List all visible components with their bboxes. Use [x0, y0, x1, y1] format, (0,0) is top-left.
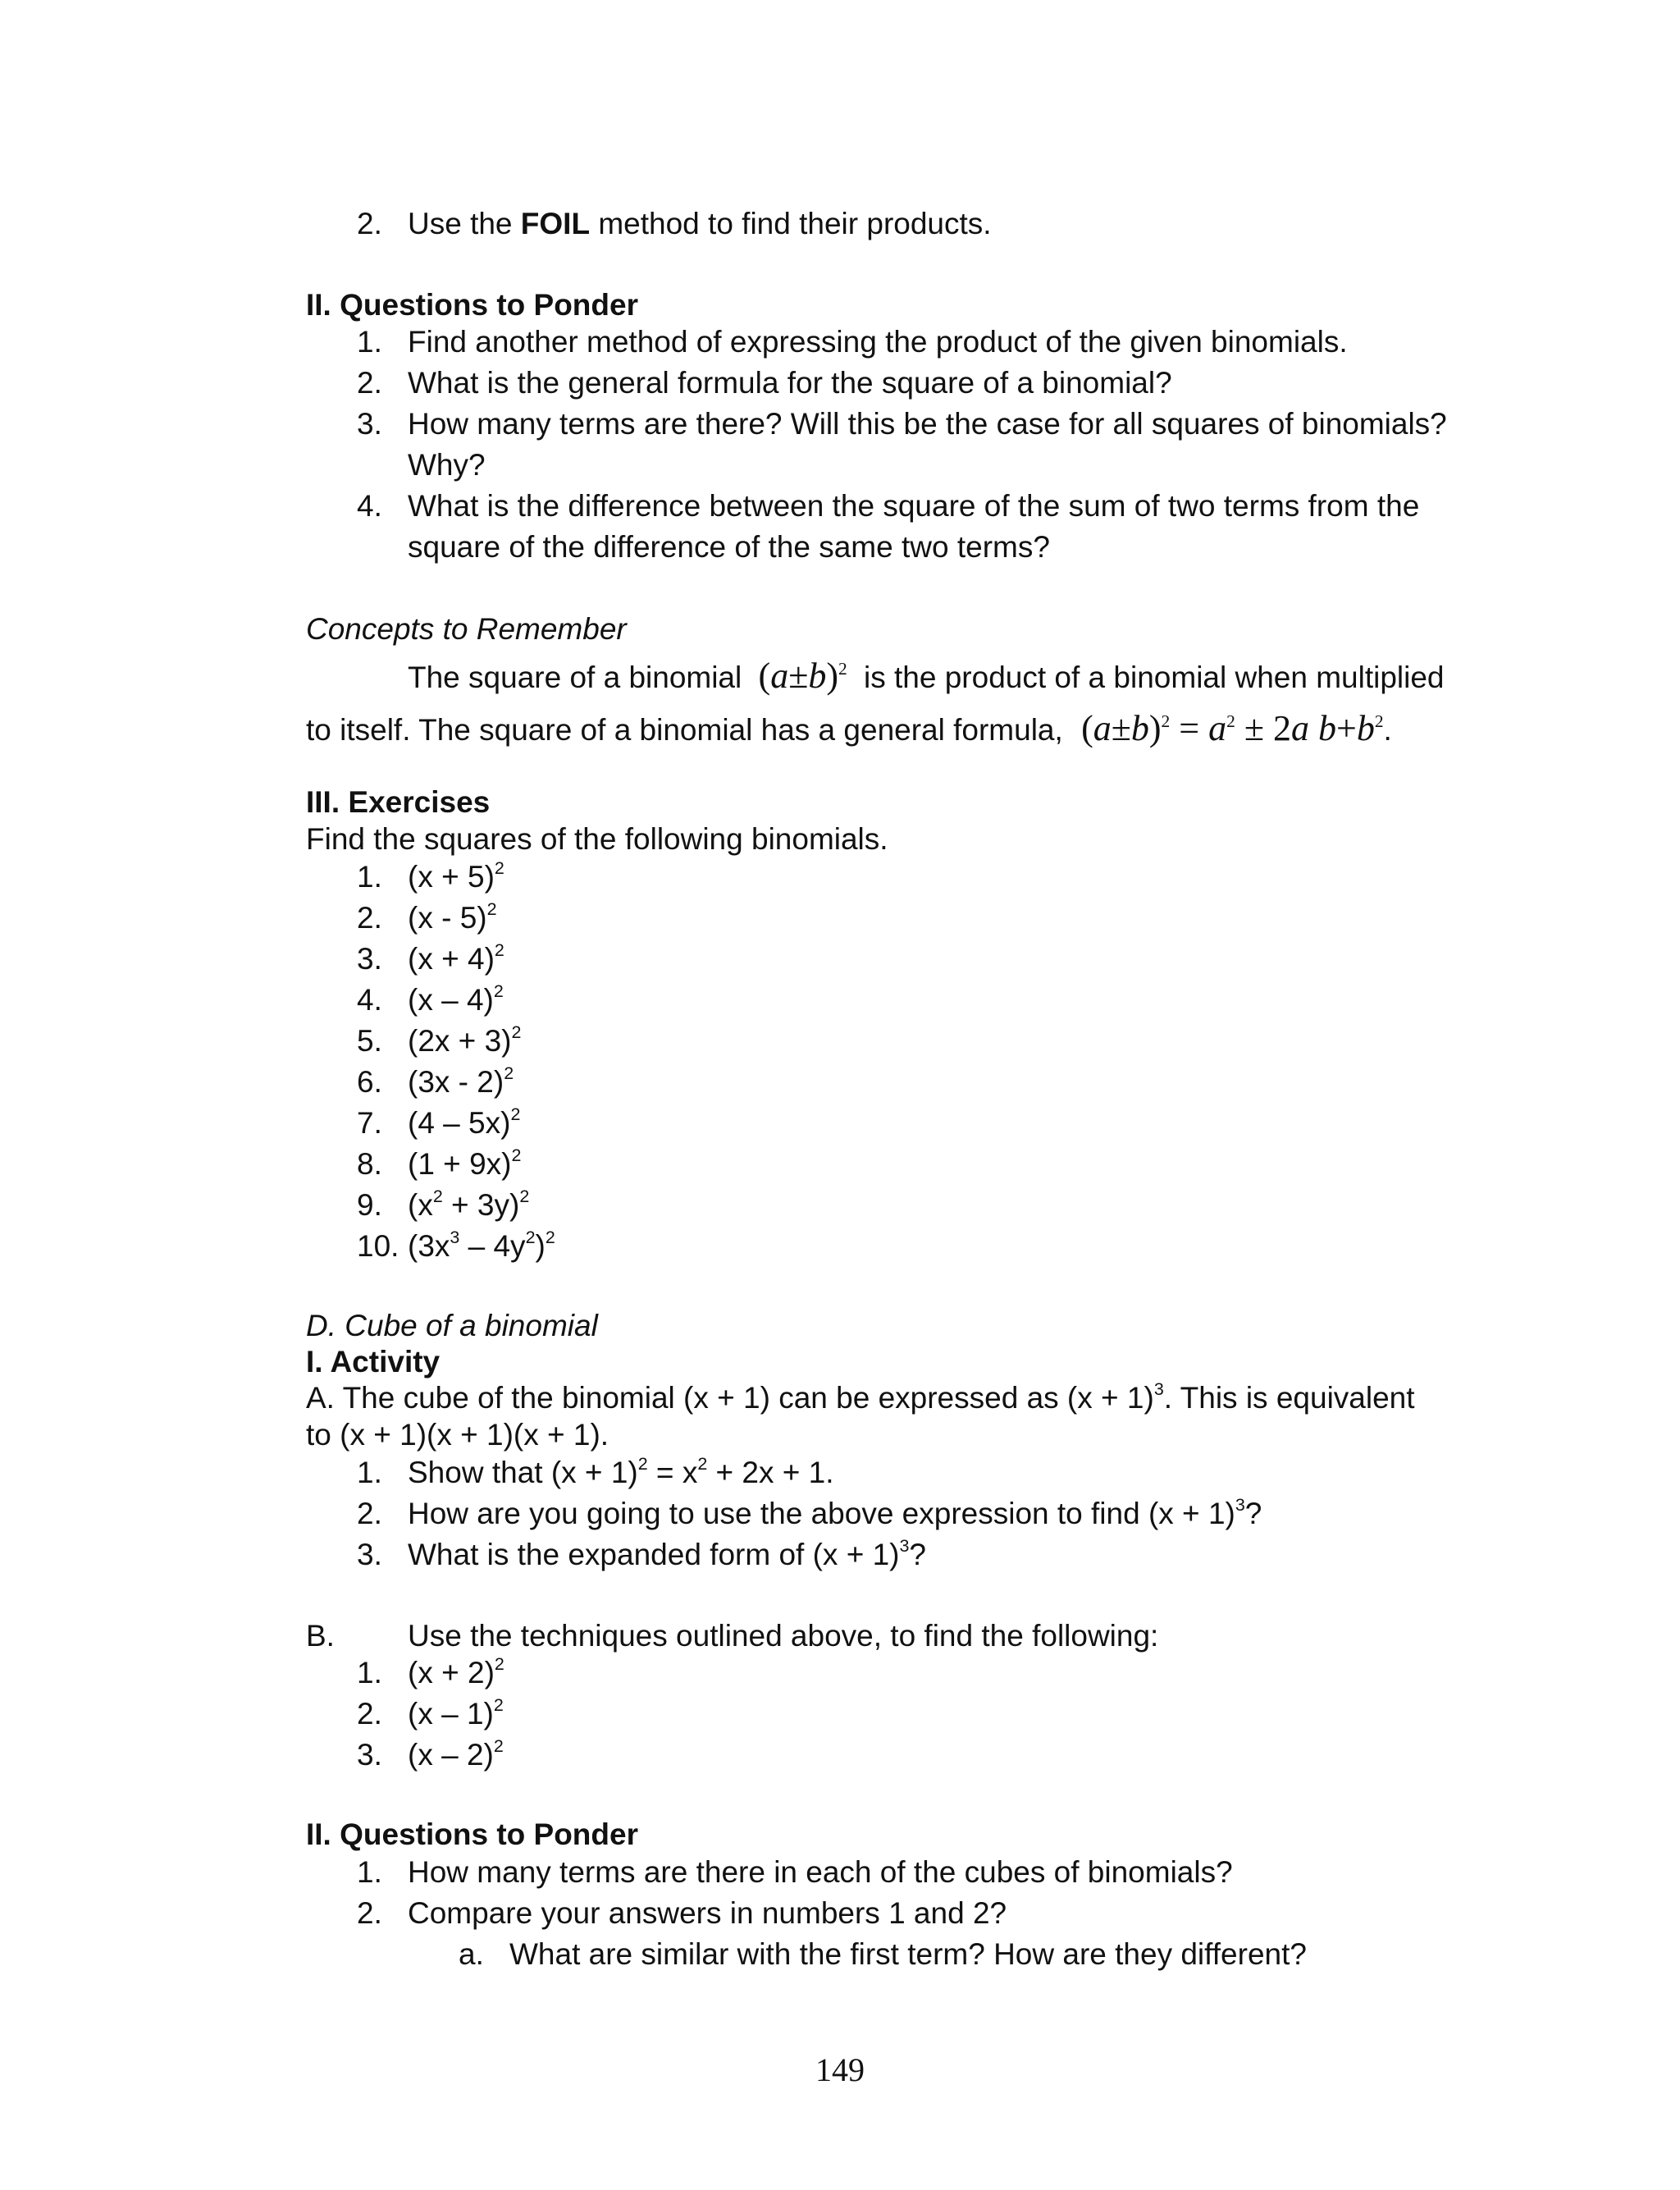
text-span: – 4y: [459, 1229, 526, 1263]
list-number: 4.: [357, 983, 382, 1017]
exponent: 2: [486, 898, 497, 919]
sub-list-letter: a.: [459, 1937, 484, 1971]
text-span: . This is equivalent: [1163, 1381, 1415, 1415]
list-number: 1.: [357, 325, 382, 359]
text-span: The square of a binomial: [408, 661, 742, 694]
exercise-expression: [408, 1694, 504, 1731]
question-text: What is the general formula for the square of a binomial?: [408, 366, 1172, 400]
exponent: 2: [494, 857, 504, 878]
exponent: 2: [525, 1227, 536, 1247]
exercises-intro: Find the squares of the following binomials.: [306, 822, 888, 856]
text-span: (1 + 9x): [408, 1147, 512, 1181]
exercise-expression: [408, 981, 504, 1017]
exponent: 2: [493, 1694, 504, 1715]
list-number: 2.: [357, 901, 382, 935]
exercise-expression: [408, 1063, 514, 1099]
question-text-continued: Why?: [408, 448, 486, 482]
exercises-heading: III. Exercises: [306, 785, 491, 819]
part-label: B.: [306, 1619, 335, 1653]
exercise-expression: [408, 940, 504, 976]
list-number: 1.: [357, 1855, 382, 1889]
list-number: 3.: [357, 407, 382, 441]
general-formula: $(a\pm b)^2 = a^2 \pm 2a$ $b+b^2$: [1081, 708, 1384, 748]
text-span: = x: [647, 1456, 698, 1489]
list-number: 2.: [357, 207, 382, 240]
text-span: (x + 2): [408, 1656, 495, 1689]
text-span: ): [535, 1229, 546, 1263]
exponent: 2: [493, 1735, 504, 1756]
question-text: Find another method of expressing the product of the given binomials.: [408, 325, 1348, 359]
text-span: (4 – 5x): [408, 1106, 511, 1140]
text-span: Use the: [408, 207, 521, 240]
list-number: 10.: [357, 1229, 399, 1263]
list-number: 2.: [357, 1896, 382, 1930]
exercise-expression: [408, 857, 504, 894]
concept-line-2: [306, 708, 1392, 748]
exponent: 2: [494, 940, 504, 960]
text-span: (x – 1): [408, 1697, 494, 1731]
exponent: 3: [899, 1535, 910, 1556]
list-number: 5.: [357, 1024, 382, 1058]
text-span: method to find their products.: [590, 207, 992, 240]
text-span: .: [1383, 713, 1392, 747]
exercise-expression: [408, 1186, 530, 1222]
list-number: 6.: [357, 1065, 382, 1099]
exponent: 2: [511, 1145, 522, 1165]
exponent: 2: [637, 1453, 648, 1474]
list-number: 1.: [357, 1456, 382, 1489]
list-number: 1.: [357, 860, 382, 894]
exponent: 2: [545, 1227, 555, 1247]
text-span: ?: [909, 1538, 926, 1571]
exercise-expression: [408, 1653, 504, 1689]
section-heading: II. Questions to Ponder: [306, 288, 638, 322]
text-span: is the product of a binomial when multiplied: [864, 661, 1445, 694]
exponent: 2: [511, 1022, 522, 1042]
text-span: (2x + 3): [408, 1024, 512, 1058]
concepts-heading: Concepts to Remember: [306, 612, 627, 646]
text-span: (x: [408, 1188, 433, 1222]
activity-heading: I. Activity: [306, 1345, 441, 1378]
bold-term: FOIL: [520, 207, 591, 240]
page-number: 149: [815, 2051, 865, 2088]
list-number: 1.: [357, 1656, 382, 1689]
exponent: 2: [493, 981, 504, 1001]
binomial-square-expression: $(a\pm b)^2$: [758, 656, 847, 696]
list-number: 2.: [357, 366, 382, 400]
text-span: (3x - 2): [408, 1065, 504, 1099]
text-span: (x – 4): [408, 983, 494, 1017]
exercise-expression: [408, 1145, 522, 1181]
exponent: 2: [510, 1104, 521, 1124]
cube-intro-line-2: to (x + 1)(x + 1)(x + 1).: [306, 1418, 609, 1452]
list-number: 2.: [357, 1497, 382, 1530]
activity-step: [408, 1494, 1262, 1530]
list-number: 7.: [357, 1106, 382, 1140]
part-b-instruction: Use the techniques outlined above, to find the following:: [408, 1619, 1159, 1653]
exponent: 2: [494, 1653, 504, 1674]
exponent: 3: [1153, 1378, 1164, 1399]
text-span: (x + 4): [408, 942, 495, 976]
exercise-expression: [408, 1022, 522, 1058]
text-span: to itself. The square of a binomial has a general formula,: [306, 713, 1063, 747]
concept-line-1: [408, 658, 1445, 694]
exponent: 2: [432, 1186, 443, 1206]
exercise-expression: [408, 1735, 504, 1772]
question-text: What is the difference between the square of the sum of two terms from the: [408, 489, 1420, 523]
text-span: A. The cube of the binomial (x + 1) can be expressed as (x + 1): [306, 1381, 1154, 1415]
text-span: (x + 5): [408, 860, 495, 894]
exercise-expression: [408, 1227, 555, 1263]
exponent: 3: [1235, 1494, 1245, 1515]
exercise-expression: [408, 898, 497, 935]
sub-question-text: What are similar with the first term? How are they different?: [509, 1937, 1307, 1971]
foil-instruction: [408, 208, 992, 239]
text-span: (x - 5): [408, 901, 487, 935]
activity-step: [408, 1535, 926, 1571]
list-number: 4.: [357, 489, 382, 523]
list-number: 3.: [357, 942, 382, 976]
list-number: 3.: [357, 1538, 382, 1571]
text-span: Show that (x + 1): [408, 1456, 638, 1489]
exponent: 2: [697, 1453, 708, 1474]
question-text-continued: square of the difference of the same two terms?: [408, 530, 1050, 564]
text-span: + 2x + 1.: [707, 1456, 834, 1489]
list-number: 3.: [357, 1738, 382, 1772]
question-text: Compare your answers in numbers 1 and 2?: [408, 1896, 1007, 1930]
activity-step: [408, 1453, 834, 1489]
text-span: How are you going to use the above expression to find (x + 1): [408, 1497, 1235, 1530]
text-span: (x – 2): [408, 1738, 494, 1772]
text-span: What is the expanded form of (x + 1): [408, 1538, 900, 1571]
exponent: 3: [450, 1227, 460, 1247]
question-text: How many terms are there in each of the cubes of binomials?: [408, 1855, 1233, 1889]
cube-intro-line-1: [306, 1378, 1415, 1415]
text-span: (3x: [408, 1229, 450, 1263]
exponent: 2: [504, 1063, 514, 1083]
list-number: 2.: [357, 1697, 382, 1731]
question-text: How many terms are there? Will this be the case for all squares of binomials?: [408, 407, 1447, 441]
section-heading: II. Questions to Ponder: [306, 1817, 638, 1851]
list-number: 8.: [357, 1147, 382, 1181]
exercise-expression: [408, 1104, 521, 1140]
cube-heading: D. Cube of a binomial: [306, 1309, 598, 1342]
text-span: ?: [1244, 1497, 1262, 1530]
list-number: 9.: [357, 1188, 382, 1222]
text-span: + 3y): [442, 1188, 520, 1222]
exponent: 2: [519, 1186, 530, 1206]
